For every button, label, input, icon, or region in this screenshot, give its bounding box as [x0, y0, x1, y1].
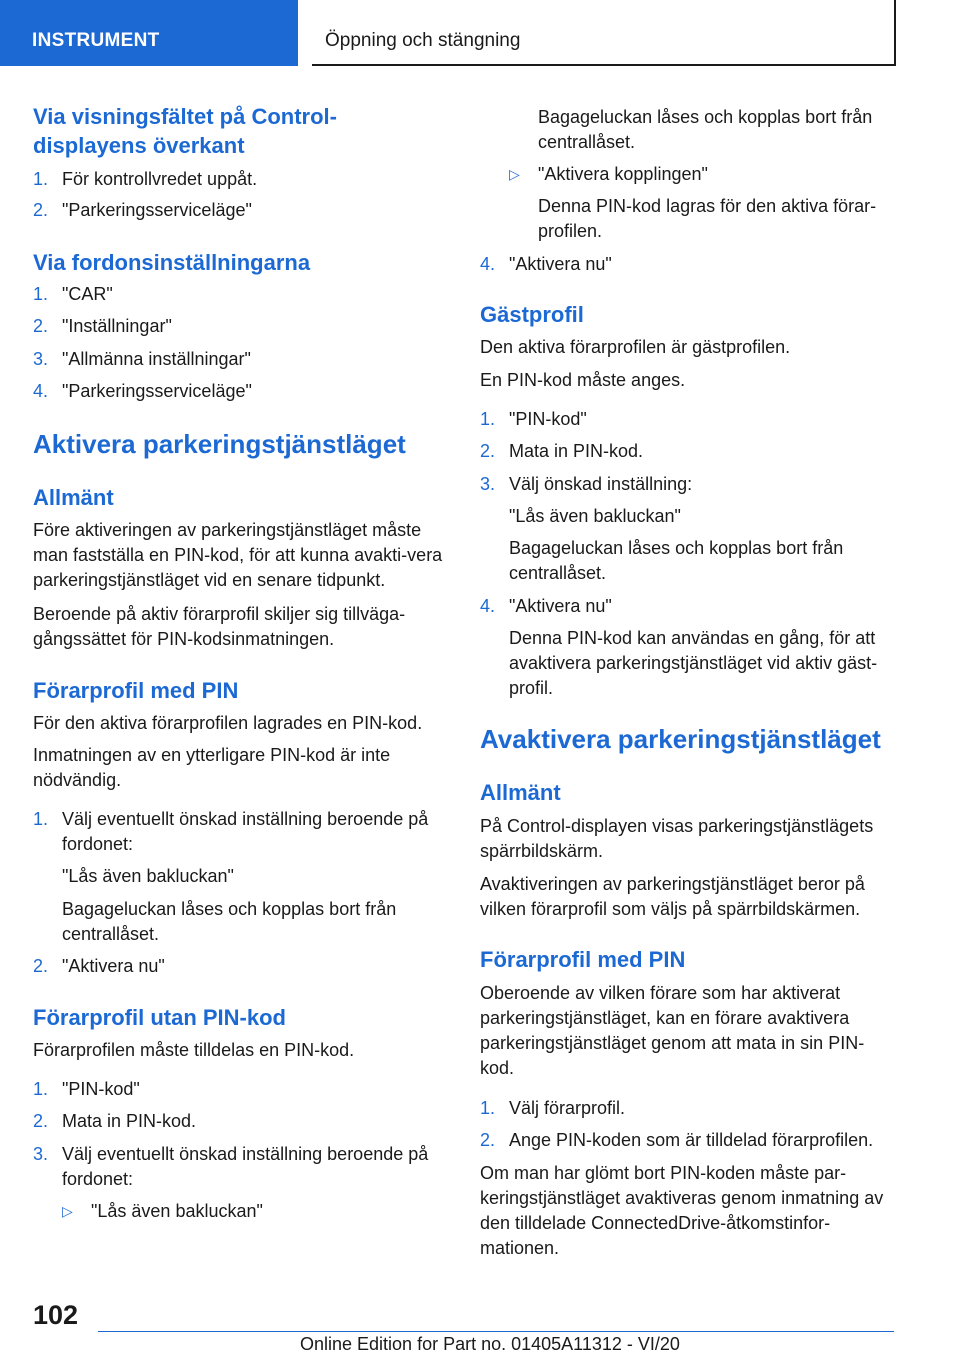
paragraph: På Control-displayen visas parkeringstjänstlägets spärrbildskärm. [480, 816, 874, 861]
heading-via-vehicle: Via fordonsinställningarna [33, 250, 311, 275]
heading-profile-without-pin: Förarprofil utan PIN-kod [33, 1005, 286, 1030]
heading-profile-with-pin: Förarprofil med PIN [33, 678, 239, 703]
heading-general: Allmänt [33, 485, 114, 510]
heading-deactivate: Avaktivera parkeringstjänstläget [480, 724, 881, 754]
heading-general: Allmänt [480, 780, 561, 805]
paragraph: Beroende på aktiv förarprofil skiljer sig tillväga-gångssättet för PIN-kodsinmatningen. [33, 604, 406, 649]
paragraph: Oberoende av vilken förare som har aktiverat parkeringstjänstläget, kan en förare avaktivera parkeringstjänstläget genom att mata in sin PIN-kod. [480, 983, 865, 1078]
paragraph: Inmatningen av en ytterligare PIN-kod är inte nödvändig. [33, 745, 391, 790]
paragraph: Den aktiva förarprofilen är gästprofilen. [480, 337, 791, 357]
paragraph: Förarprofilen måste tilldelas en PIN-kod. [33, 1040, 355, 1060]
option-description: Denna PIN-kod kan användas en gång, för att avaktivera parkeringstjänstläget vid aktiv gäst-profil. [509, 628, 878, 698]
section-title: INSTRUMENT [32, 30, 160, 51]
bullet-description: Bagageluckan låses och kopplas bort från centrallåset. [538, 107, 873, 152]
bullet-text: "Lås även bakluckan" [91, 1201, 263, 1221]
option-description: Bagageluckan låses och kopplas bort från centrallåset. [62, 899, 397, 944]
footer-divider [98, 1331, 894, 1332]
paragraph: En PIN-kod måste anges. [480, 370, 686, 390]
option-description: Bagageluckan låses och kopplas bort från centrallåset. [509, 538, 844, 583]
heading-activate: Aktivera parkeringstjänstläget [33, 429, 406, 459]
chapter-header [312, 0, 896, 66]
heading-via-display: Via visningsfältet på Control- displayens överkant [33, 104, 337, 158]
bullet-triangle-icon: ▷ [62, 1203, 73, 1219]
paragraph: För den aktiva förarprofilen lagrades en PIN-kod. [33, 713, 423, 733]
bullet-triangle-icon: ▷ [509, 166, 520, 182]
paragraph: Före aktiveringen av parkeringstjänstläget måste man fastställa en PIN-kod, för att kunna avakti-vera parkeringstjänstläget vid en senare tidpunkt. [33, 520, 443, 590]
option-text: "Lås även bakluckan" [62, 866, 234, 886]
section-tab [0, 0, 298, 66]
paragraph: Om man har glömt bort PIN-koden måste par-keringstjänstläget avaktiveras genom inmatning av den tilldelade ConnectedDrive-åtkomstinfor-mationen. [480, 1163, 884, 1258]
bullet-description: Denna PIN-kod lagras för den aktiva förar-profilen. [538, 196, 877, 241]
page-number: 102 [33, 1300, 79, 1330]
heading-guest-profile: Gästprofil [480, 302, 584, 327]
option-text: "Lås även bakluckan" [509, 506, 681, 526]
bullet-text: "Aktivera kopplingen" [538, 164, 708, 184]
paragraph: Avaktiveringen av parkeringstjänstläget beror på vilken förarprofil som väljs på spärrbildskärmen. [480, 874, 865, 919]
chapter-title: Öppning och stängning [325, 30, 521, 51]
footer-edition: Online Edition for Part no. 01405A11312 - VI/20 [300, 1334, 680, 1354]
heading-profile-with-pin: Förarprofil med PIN [480, 947, 686, 972]
